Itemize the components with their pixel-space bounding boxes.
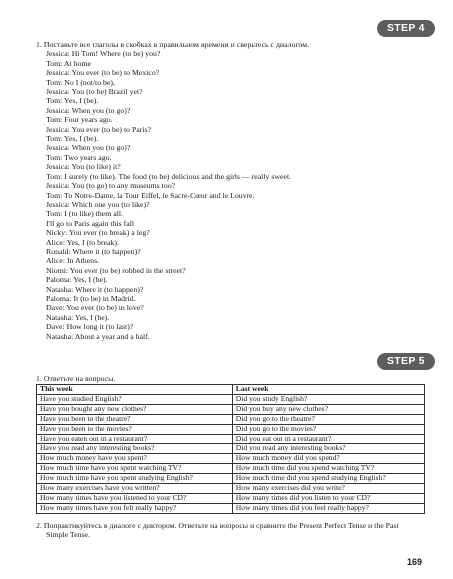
dialog-line: Tom: Yes, I (be). xyxy=(46,134,99,144)
table-row xyxy=(37,394,425,404)
dialog-line: Jessica: When you (to go)? xyxy=(46,143,131,153)
this-week-question: Have you eaten out in a restaurant? xyxy=(37,434,233,444)
questions-table-body xyxy=(37,394,425,513)
table-row xyxy=(37,404,425,414)
this-week-question: Have you bought any new clothes? xyxy=(37,404,233,414)
dialog-line: Paloma: It (to be) in Madrid. xyxy=(46,293,136,303)
dialog-line: Jessica: Hi Tom! Where (to be) you? xyxy=(46,49,161,59)
exercise-step5-2 xyxy=(36,521,436,540)
table-row xyxy=(37,454,425,464)
dialog-line: Niomi: You ever (to be) robbed in the street? xyxy=(46,265,186,275)
last-week-question: How much time did you spend studying English? xyxy=(232,474,424,484)
this-week-question: How many exercises have you written? xyxy=(37,484,233,494)
dialog-line: Tom: Two years ago. xyxy=(46,152,112,162)
last-week-question: Did you read any interesting books? xyxy=(232,444,424,454)
column-header-last-week: Last week xyxy=(232,385,424,395)
last-week-question: Did you buy any new clothes? xyxy=(232,404,424,414)
last-week-question: How much time did you spend watching TV? xyxy=(232,464,424,474)
dialog-line: Jessica: You ever (to be) to Mexico? xyxy=(46,68,160,78)
dialog-line: Tom: To Notre-Dame, la Tour Eiffel, le Sacre-Cœur and le Louvre. xyxy=(46,190,255,200)
exercise-step5-1-heading xyxy=(36,374,115,383)
dialog-line: Tom: No I (not/to be), xyxy=(46,77,115,87)
dialog-line: Ronald: Where it (to happen)? xyxy=(46,246,141,256)
instruction-text: Попрактикуйтесь в диалоге с диктором. Ответьте на вопросы и сравните the Present Perfect Tense и the Past xyxy=(43,521,399,530)
dialog-line: Jessica: You (to like) it? xyxy=(46,162,121,172)
dialog-line: I'll go to Paris again this fall xyxy=(46,218,135,228)
this-week-question: How many times have you felt really happy? xyxy=(37,503,233,513)
last-week-question: How many times did you feel really happy? xyxy=(232,503,424,513)
last-week-question: How much money did you spend? xyxy=(232,454,424,464)
dialog-line: Natasha: Where it (to happen)? xyxy=(46,284,144,294)
questions-table xyxy=(36,384,425,514)
table-row xyxy=(37,444,425,454)
dialog-line: Alice: In Athens. xyxy=(46,256,100,266)
last-week-question: How many times did you listen to your CD? xyxy=(232,493,424,503)
dialog-line: Tom: Yes, I (be). xyxy=(46,96,99,106)
dialog-line: Jessica: You ever (to be) to Paris? xyxy=(46,124,152,134)
exercise-instruction xyxy=(36,40,436,49)
dialog-line: Tom: Four years ago. xyxy=(46,115,113,125)
table-row xyxy=(37,474,425,484)
instruction-text: Поставьте все глаголы в скобках в правильном времени и сверьтесь с диалогом. xyxy=(43,40,310,49)
dialog-line: Dave: You ever (to be) in love? xyxy=(46,303,144,313)
last-week-question: Did you study English? xyxy=(232,394,424,404)
step-5-badge: STEP 5 xyxy=(377,353,435,370)
instruction-text-continued: Simple Tense. xyxy=(46,530,90,540)
table-row xyxy=(37,464,425,474)
last-week-question: Did you go to the movies? xyxy=(232,424,424,434)
dialog-line: Tom: At home xyxy=(46,58,91,68)
dialog-line: Jessica: Which one you (to like)? xyxy=(46,199,150,209)
dialog-line: Natasha: Yes, I (be). xyxy=(46,312,110,322)
column-header-this-week: This week xyxy=(37,385,233,395)
dialog-line: Dave: How long it (to last)? xyxy=(46,322,134,332)
dialog-line: Nicky: You ever (to break) a leg? xyxy=(46,228,150,238)
last-week-question: How many exercises did you write? xyxy=(232,484,424,494)
dialog-line: Jessica: When you (to go)? xyxy=(46,105,131,115)
table-row xyxy=(37,414,425,424)
this-week-question: How much time have you spent studying English? xyxy=(37,474,233,484)
table-row xyxy=(37,493,425,503)
this-week-question: How many times have you listened to your CD? xyxy=(37,493,233,503)
page-number: 169 xyxy=(407,557,423,567)
exercise-number: 1. xyxy=(36,374,42,383)
dialog-lines xyxy=(46,49,436,341)
instruction-text: Ответьте на вопросы. xyxy=(43,374,116,383)
this-week-question: How much money have you spent? xyxy=(37,454,233,464)
exercise-number: 2. xyxy=(36,521,42,530)
table-header-row xyxy=(37,385,425,395)
last-week-question: Did you go to the theatre? xyxy=(232,414,424,424)
dialog-line: Tom: I (to like) them all. xyxy=(46,209,123,219)
this-week-question: How much time have you spent watching TV? xyxy=(37,464,233,474)
this-week-question: Have you studied English? xyxy=(37,394,233,404)
table-row xyxy=(37,484,425,494)
this-week-question: Have you been to the theatre? xyxy=(37,414,233,424)
table-row xyxy=(37,434,425,444)
dialog-line: Jessica: You (to go) to any museums too? xyxy=(46,181,176,191)
dialog-line: Paloma: Yes, I (be). xyxy=(46,275,108,285)
table-row xyxy=(37,503,425,513)
exercise-number: 1. xyxy=(36,40,42,49)
table-row xyxy=(37,424,425,434)
dialog-line: Jessica: You (to be) Brazil yet? xyxy=(46,87,143,97)
exercise-step4-1 xyxy=(36,40,436,341)
dialog-line: Alice: Yes, I (to break). xyxy=(46,237,119,247)
this-week-question: Have you been to the movies? xyxy=(37,424,233,434)
dialog-line: Natasha: About a year and a half. xyxy=(46,331,150,341)
dialog-line: Tom: I surely (to like). The food (to be) delicious and the girls — really sweet. xyxy=(46,171,292,181)
last-week-question: Did you eat out in a restaurant? xyxy=(232,434,424,444)
step-4-badge: STEP 4 xyxy=(377,20,435,37)
this-week-question: Have you read any interesting books? xyxy=(37,444,233,454)
